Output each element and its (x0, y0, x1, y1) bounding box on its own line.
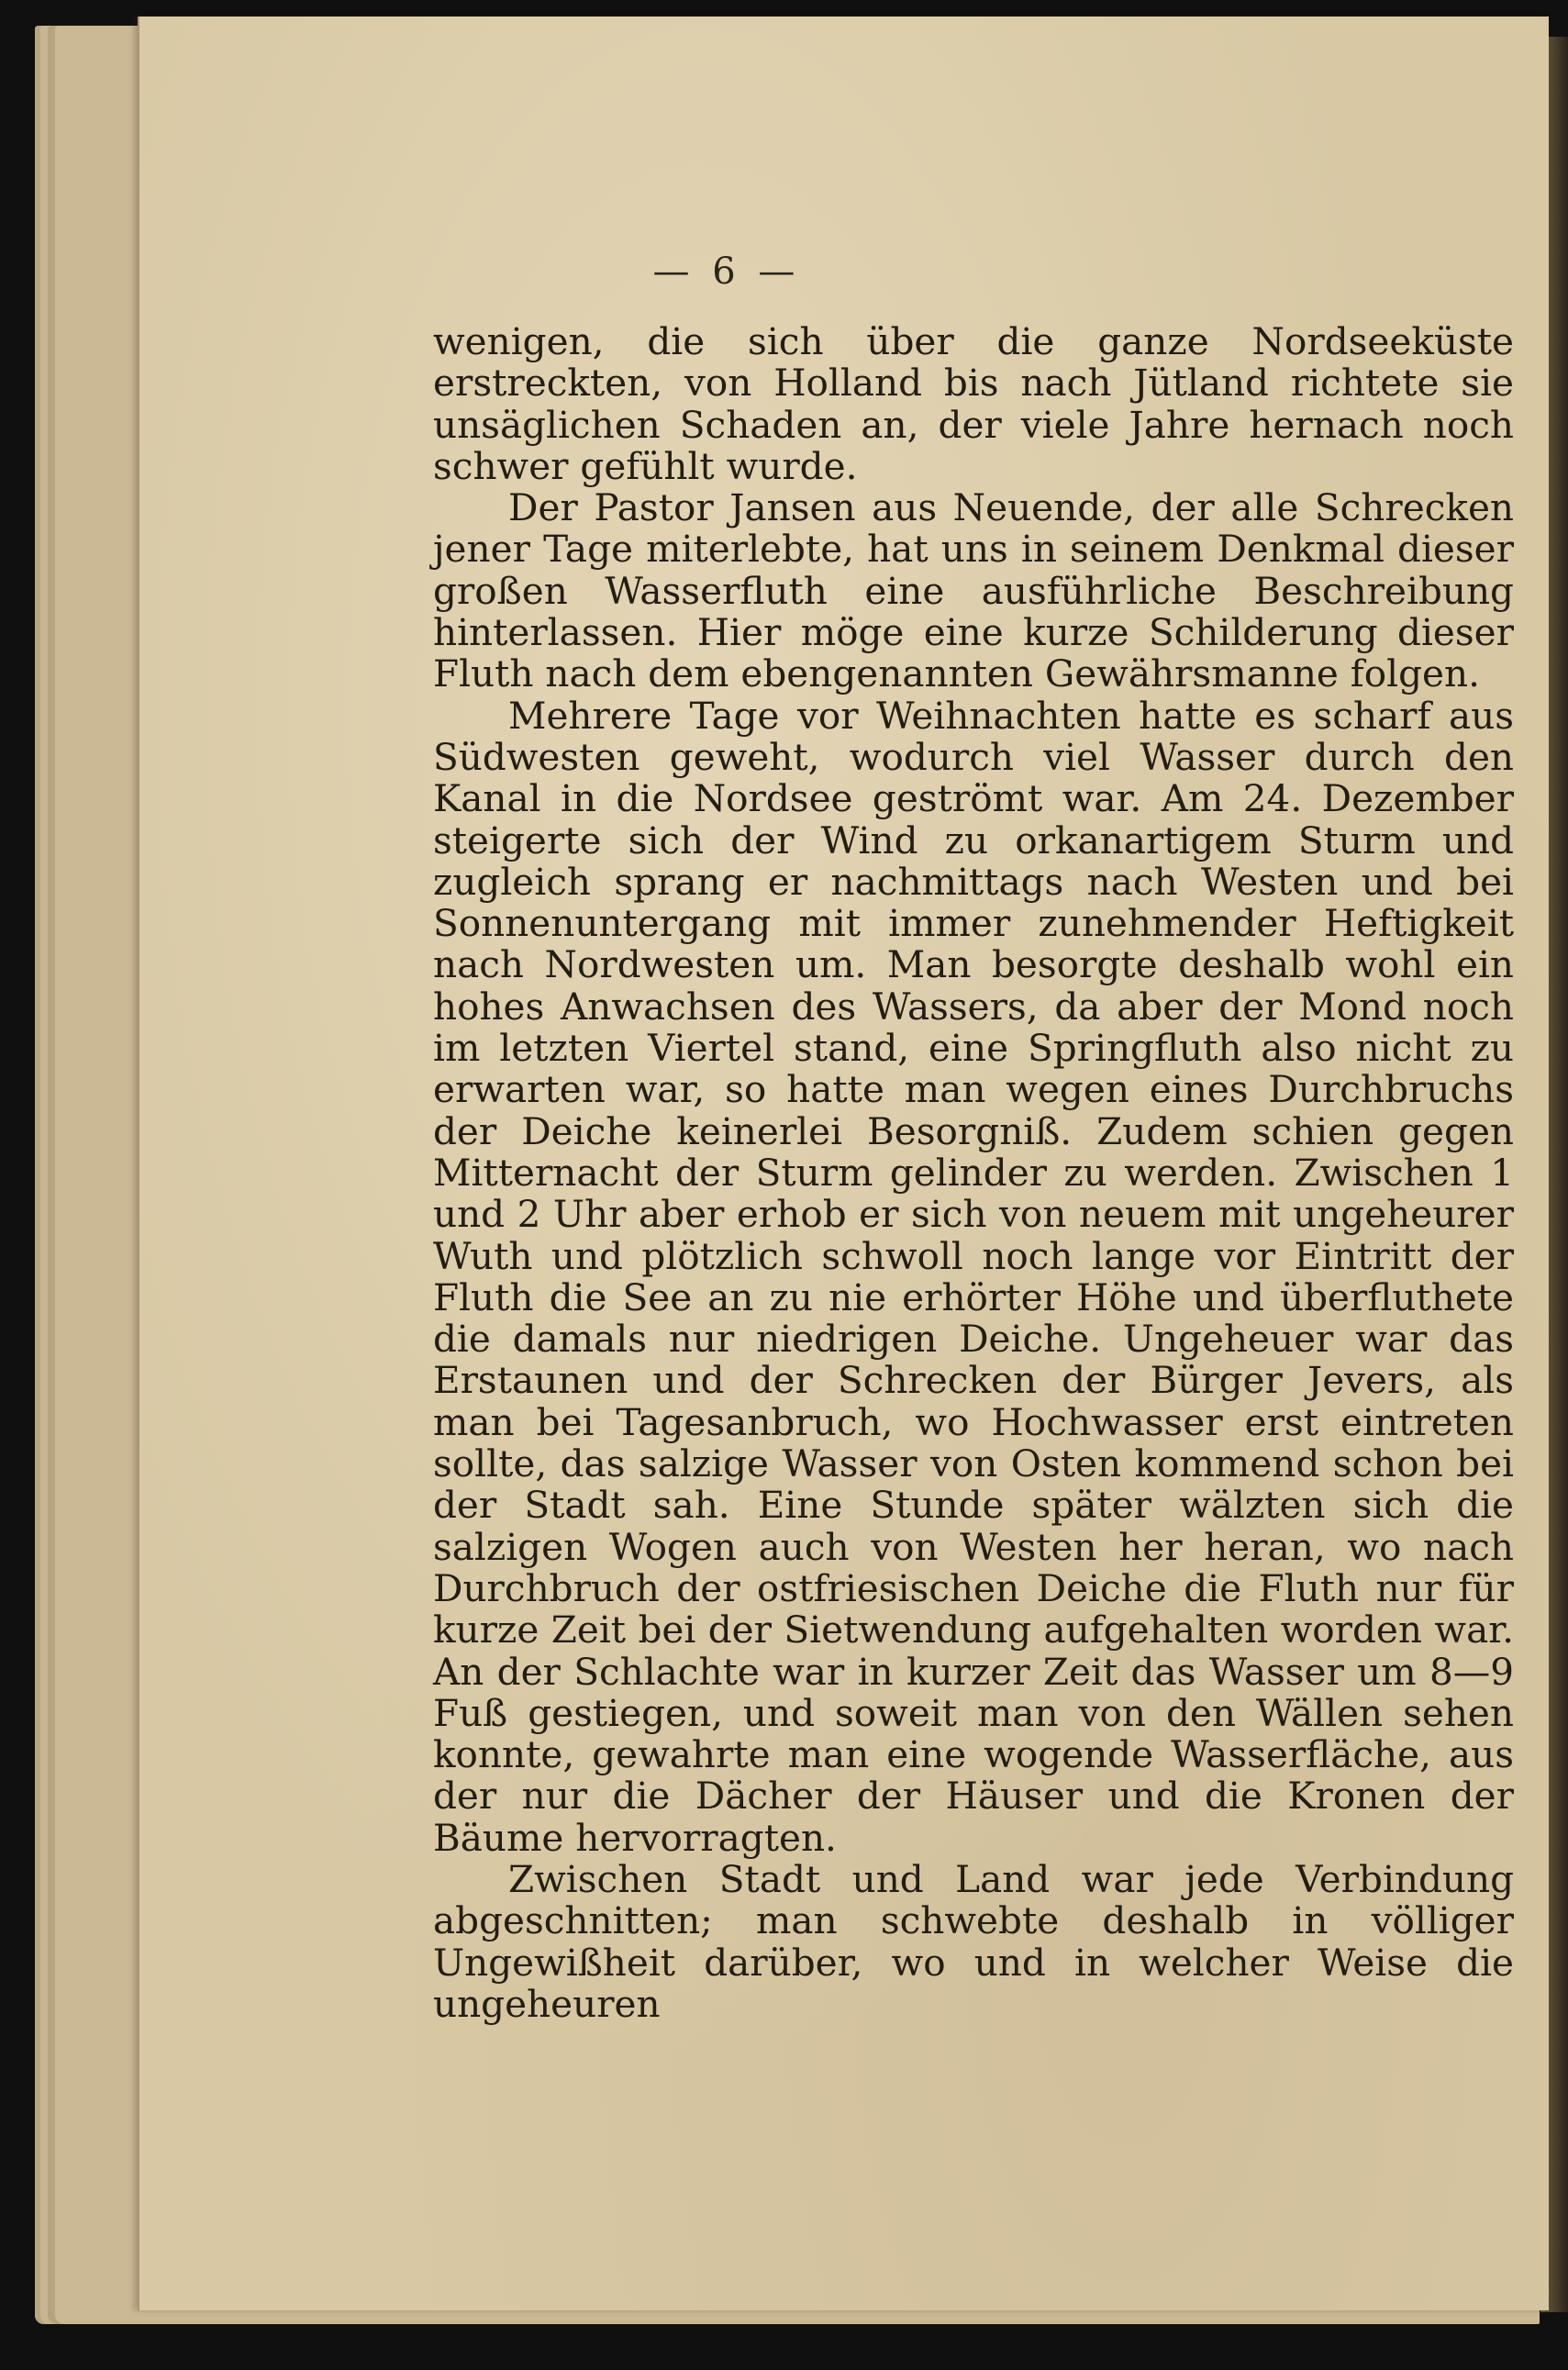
book-page (138, 17, 1549, 2310)
paragraph-cut-off: Zwischen Stadt und Land war jede Verbindung abgeschnitten; man schwebte deshalb in völliger Ungewißheit darüber, wo und in welcher Weise die ungeheuren (433, 1856, 1514, 2026)
paragraph-continuation: wenigen, die sich über die ganze Nordseeküste erstreckten, von Holland bis nach Jütland richtete sie unsäglichen Schaden an, der viele Jahre hernach noch schwer gefühlt wurde. (433, 319, 1514, 488)
paragraph-pastor-jansen: Der Pastor Jansen aus Neuende, der alle Schrecken jener Tage miterlebte, hat uns in seinem Denkmal dieser großen Wasserfluth eine ausführliche Beschreibung hinterlassen. Hier möge eine kurze Schilderung dieser Fluth nach dem ebengenannten Gewährsmanne folgen. (433, 485, 1514, 696)
body-text (433, 321, 1514, 2025)
paragraph-storm-account: Mehrere Tage vor Weihnachten hatte es scharf aus Südwesten geweht, wodurch viel Wasser durch den Kanal in die Nordsee geströmt war. Am 24. Dezember steigerte sich der Wind zu orkanartigem Sturm und zugleich sprang er nachmittags nach Westen und bei Sonnenuntergang mit immer zunehmender Heftigkeit nach Nordwesten um. Man besorgte deshalb wohl ein hohes Anwachsen des Wassers, da aber der Mond noch im letzten Viertel stand, eine Springfluth also nicht zu erwarten war, so hatte man wegen eines Durchbruchs der Deiche keinerlei Besorgniß. Zudem schien gegen Mitternacht der Sturm gelinder zu werden. Zwischen 1 und 2 Uhr aber erhob er sich von neuem mit ungeheurer Wuth und plötzlich schwoll noch lange vor Eintritt der Fluth die See an zu nie erhörter Höhe und überfluthete die damals nur niedrigen Deiche. Ungeheuer war das Erstaunen und der Schrecken der Bürger Jevers, als man bei Tagesanbruch, wo Hochwasser erst eintreten sollte, das salzige Wasser von Osten kommend schon bei der Stadt sah. Eine Stunde später wälzten sich die salzigen Wogen auch von Westen her heran, wo nach Durchbruch der ostfriesischen Deiche die Fluth nur für kurze Zeit bei der Sietwendung aufgehalten worden war. An der Schlachte war in kurzer Zeit das Wasser um 8—9 Fuß gestiegen, und soweit man von den Wällen sehen konnte, gewahrte man eine wogende Wasserfläche, aus der nur die Dächer der Häuser und die Kronen der Bäume hervorragten. (433, 693, 1514, 1860)
page-number: — 6 — (652, 250, 801, 293)
